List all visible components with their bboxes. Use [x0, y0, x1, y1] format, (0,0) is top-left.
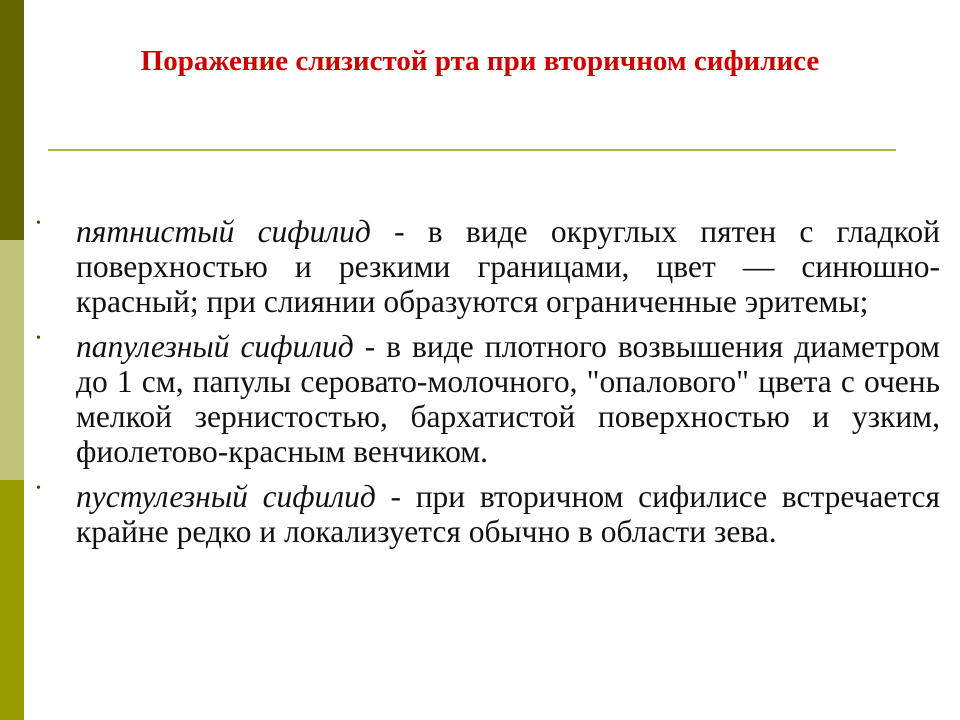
item-text: - в виде плотного возвышения диаметром до 1 см, папулы серовато-молочного, "опалового" цвета с очень мелкой зернистостью, бархатистой поверхностью и узким, фиолетово-красным венчиком.: [76, 329, 940, 469]
item-term: пятнистый сифилид: [76, 214, 371, 249]
side-stripe-olive: [0, 480, 24, 720]
bullet-icon: •: [36, 331, 41, 346]
item-term: папулезный сифилид: [76, 329, 354, 364]
bullet-list: [36, 214, 940, 559]
bullet-icon: •: [36, 216, 41, 231]
side-stripe-dark: [0, 0, 24, 240]
list-item: [36, 479, 940, 549]
title-divider: [48, 149, 896, 151]
item-term: пустулезный сифилид: [76, 479, 376, 514]
item-text: - в виде округлых пятен с гладкой поверхностью и резкими границами, цвет — синюшно-красный; при слиянии образуются ограниченные эритемы;: [76, 214, 940, 319]
list-item: [36, 214, 940, 319]
item-text: - при вторичном сифилисе встречается крайне редко и локализуется обычно в области зева.: [76, 479, 940, 549]
list-item: [36, 329, 940, 469]
side-stripe-light: [0, 240, 24, 480]
bullet-icon: •: [36, 481, 41, 496]
slide-title: Поражение слизистой рта при вторичном сифилисе: [140, 45, 820, 77]
